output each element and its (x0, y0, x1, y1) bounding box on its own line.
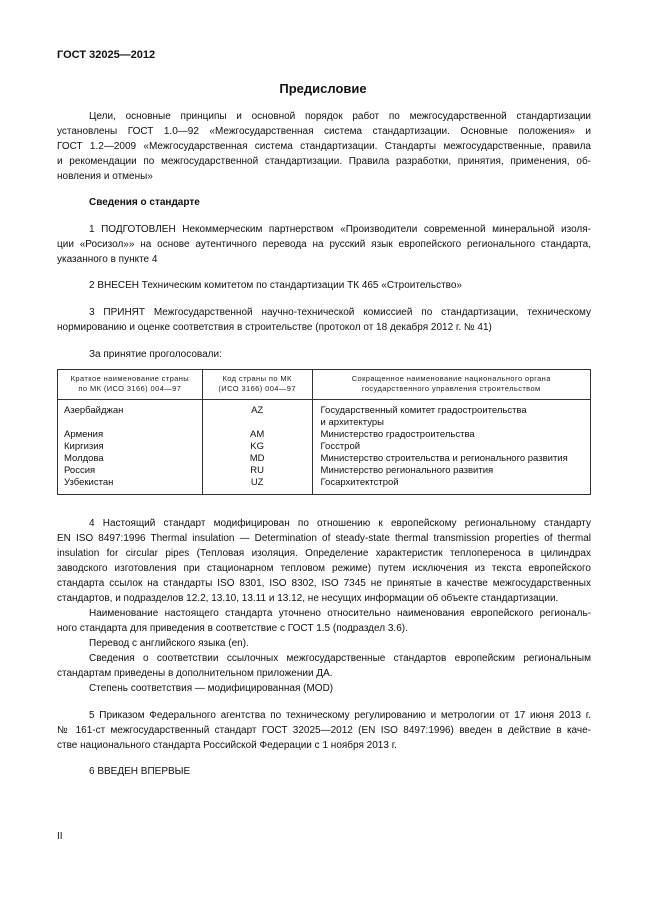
item-4-refs-line: Сведения о соответствии ссылочных межгосударственные стандартов европейским региональным (89, 653, 591, 664)
organ-cell: Госархитектстрой (312, 477, 590, 495)
table-row (58, 441, 591, 453)
intro-line: новления и отмены» (57, 171, 153, 182)
item-5-line: стве национального стандарта Российской Федерации с 1 ноября 2013 г. (57, 740, 397, 751)
item-3-paragraph (57, 305, 591, 335)
document-code-header: ГОСТ 32025—2012 (57, 49, 156, 61)
code-cell (202, 417, 312, 429)
item-4-line: EN ISO 8497:1996 Thermal insulation — Determination of steady-state thermal transmission properties of thermal (57, 533, 591, 544)
item-4-line: стандартов, и подразделов 12.2, 13.10, 13.11 и 13.12, не несущих информации об объекте стандартизации. (57, 593, 559, 604)
intro-paragraph (57, 109, 591, 184)
item-4-name-paragraph (57, 606, 591, 636)
standard-info-heading: Сведения о стандарте (89, 197, 200, 208)
item-5-paragraph (57, 708, 591, 753)
voted-label: За принятие проголосовали: (89, 349, 222, 360)
item-1-line: указанного в пункте 4 (57, 254, 158, 265)
item-4-name-line: ного стандарта для приведения в соответствие с ГОСТ 1.5 (подраздел 3.6). (57, 623, 408, 634)
item-1-paragraph (57, 222, 591, 267)
table-row (58, 400, 591, 418)
code-cell: AZ (202, 400, 312, 418)
item-2-paragraph: 2 ВНЕСЕН Техническим комитетом по стандартизации ТК 465 «Строительство» (89, 280, 462, 291)
page-number: II (57, 831, 63, 842)
column-header-country-line: по МК (ИСО 3166) 004—97 (78, 384, 182, 393)
country-cell: Азербайджан (58, 400, 203, 418)
item-5-line: 5 Приказом Федерального агентства по техническому регулированию и метрологии от 17 июня 2013 г. (89, 710, 591, 721)
code-cell: KG (202, 441, 312, 453)
translation-note: Перевод с английского языка (en). (89, 638, 249, 649)
intro-line: и рекомендации по межгосударственной стандартизации. Правила разработки, принятия, применения, об- (57, 156, 591, 167)
table-row (58, 477, 591, 495)
item-3-line: нормированию и оценке соответствия в строительстве (протокол от 18 декабря 2012 г. № 41) (57, 322, 492, 333)
organ-cell: и архитектуры (312, 417, 590, 429)
organ-cell: Министерство строительства и регионального развития (312, 453, 590, 465)
table-row (58, 417, 591, 429)
country-cell: Россия (58, 465, 203, 477)
country-cell: Молдова (58, 453, 203, 465)
intro-line: Цели, основные принципы и основной порядок работ по межгосударственной стандартизации (89, 111, 591, 122)
voting-table-header-row (58, 370, 591, 400)
item-1-line: 1 ПОДГОТОВЛЕН Некоммерческим партнерством «Производители современной минеральной изоля- (89, 224, 591, 235)
column-header-organ-line: Сокращенное наименование национального органа (351, 374, 551, 383)
item-4-refs-paragraph (57, 651, 591, 681)
column-header-code (202, 370, 312, 400)
table-row (58, 453, 591, 465)
column-header-country (58, 370, 203, 400)
column-header-code-line: Код страны по МК (222, 374, 292, 383)
organ-cell: Министерство градостроительства (312, 429, 590, 441)
intro-line: ГОСТ 1.2—2009 «Межгосударственная система стандартизации. Стандарты межгосударственные, правила (57, 141, 591, 152)
country-cell: Армения (58, 429, 203, 441)
item-1-line: ции «Росизол»» на основе аутентичного перевода на русский язык европейского регионального стандарта, (57, 239, 591, 250)
item-4-line: insulation for circular pipes (Тепловая изоляция. Определение характеристик теплопереноса в цилиндрах (57, 548, 591, 559)
organ-cell: Государственный комитет градостроительства (312, 400, 590, 418)
code-cell: UZ (202, 477, 312, 495)
code-cell: AM (202, 429, 312, 441)
code-cell: RU (202, 465, 312, 477)
item-4-line: стандарта ссылок на стандарты ISO 8301, ISO 8302, ISO 7345 не принятые в качестве межгосударственных (57, 578, 591, 589)
item-5-line: № 161-ст межгосударственный стандарт ГОСТ 32025—2012 (EN ISO 8497:1996) введен в действие в каче- (57, 725, 591, 736)
item-4-name-line: Наименование настоящего стандарта уточнено относительно наименования европейского региональ- (89, 608, 591, 619)
table-row (58, 429, 591, 441)
organ-cell: Министерство регионального развития (312, 465, 590, 477)
voting-table (57, 369, 591, 495)
intro-line: установлены ГОСТ 1.0—92 «Межгосударственная система стандартизации. Основные положения» и (57, 126, 591, 137)
column-header-country-line: Краткое наименование страны (70, 374, 190, 383)
table-row (58, 465, 591, 477)
code-cell: MD (202, 453, 312, 465)
country-cell: Узбекистан (58, 477, 203, 495)
column-header-organ-line: государственного управления строительством (361, 384, 541, 393)
country-cell: Киргизия (58, 441, 203, 453)
item-6-paragraph: 6 ВВЕДЕН ВПЕРВЫЕ (89, 766, 191, 777)
item-4-paragraph (57, 516, 591, 606)
item-4-line: 4 Настоящий стандарт модифицирован по отношению к европейскому региональному стандарту (89, 518, 591, 529)
column-header-organ (312, 370, 590, 400)
column-header-code-line: (ИСО 3166) 004—97 (218, 384, 296, 393)
item-4-line: заводского изготовления при стационарном тепловом режиме) путем исключения из текста европейского (57, 563, 591, 574)
organ-cell: Госстрой (312, 441, 590, 453)
item-4-refs-line: стандартам приведены в дополнительном приложении ДА. (57, 668, 333, 679)
country-cell (58, 417, 203, 429)
degree-of-conformity: Степень соответствия — модифицированная (MOD) (89, 683, 334, 694)
page-title: Предисловие (279, 81, 367, 96)
item-3-line: 3 ПРИНЯТ Межгосударственной научно-технической комиссией по стандартизации, техническому (89, 307, 591, 318)
